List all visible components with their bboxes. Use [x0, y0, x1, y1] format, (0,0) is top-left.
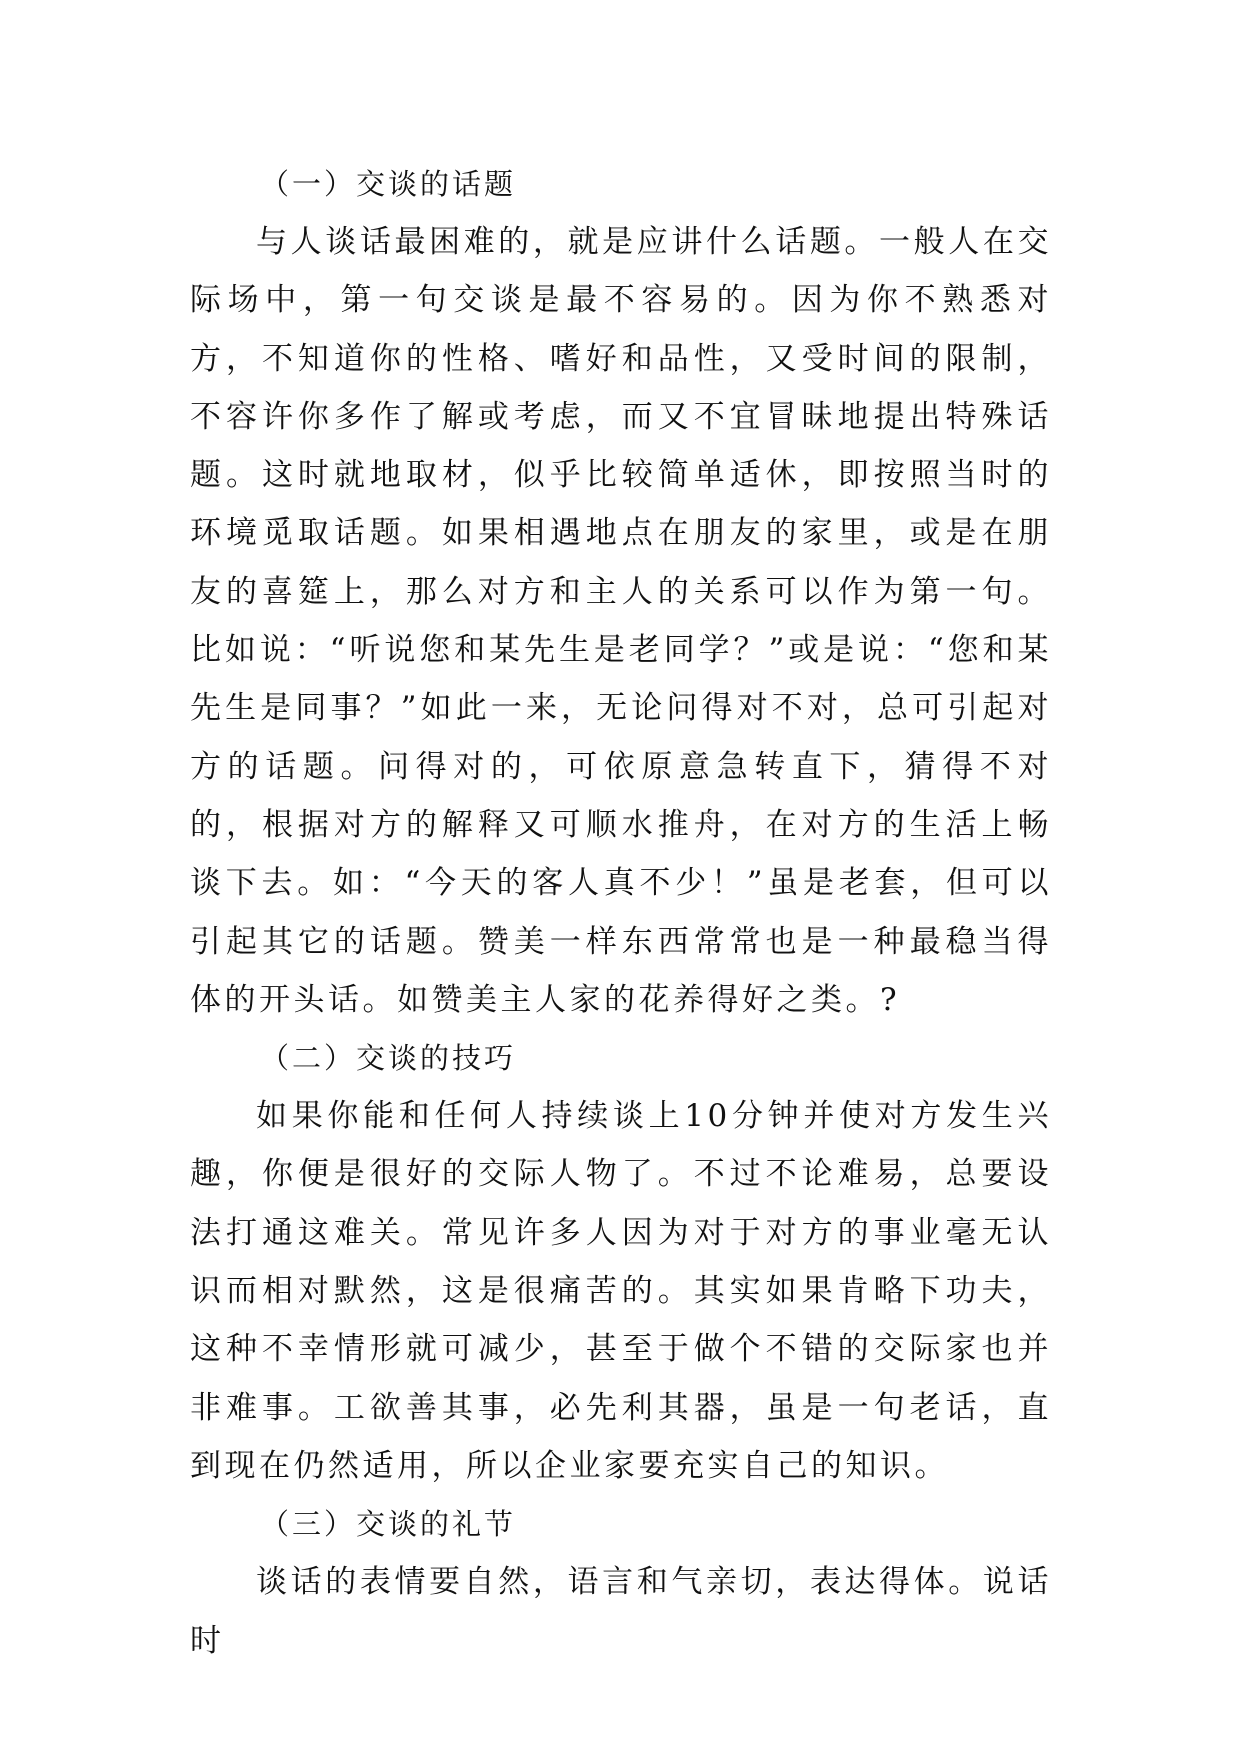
- section-2-paragraph: 如果你能和任何人持续谈上10分钟并使对方发生兴趣，你便是很好的交际人物了。不过不论难易，总要设法打通这难关。常见许多人因为对于对方的事业毫无认识而相对默然，这是很痛苦的。其实如果肯略下功夫，这种不幸情形就可减少，甚至于做个不错的交际家也并非难事。工欲善其事，必先利其器，虽是一句老话，直到现在仍然适用，所以企业家要充实自己的知识。: [190, 1098, 1052, 1484]
- section-heading-3: （三）交谈的礼节: [260, 1507, 517, 1542]
- section-3-paragraph: 谈话的表情要自然，语言和气亲切，表达得体。说话时: [190, 1564, 1052, 1659]
- section-1-paragraph: 与人谈话最困难的，就是应讲什么话题。一般人在交际场中，第一句交谈是最不容易的。因为你不熟悉对方，不知道你的性格、嗜好和品性，又受时间的限制，不容许你多作了解或考虑，而又不宜冒昧地提出特殊话题。这时就地取材，似乎比较简单适休，即按照当时的环境觅取话题。如果相遇地点在朋友的家里，或是在朋友的喜筵上，那么对方和主人的关系可以作为第一句。比如说：“听说您和某先生是老同学？”或是说：“您和某先生是同事？”如此一来，无论问得对不对，总可引起对方的话题。问得对的，可依原意急转直下，猜得不对的，根据对方的解释又可顺水推舟，在对方的生活上畅谈下去。如：“今天的客人真不少！”虽是老套，但可以引起其它的话题。赞美一样东西常常也是一种最稳当得体的开头话。如赞美主人家的花养得好之类。?: [190, 224, 1052, 1018]
- document-body: [190, 155, 1052, 1670]
- section-heading-1: （一）交谈的话题: [260, 167, 517, 201]
- section-heading-2: （二）交谈的技巧: [260, 1041, 517, 1076]
